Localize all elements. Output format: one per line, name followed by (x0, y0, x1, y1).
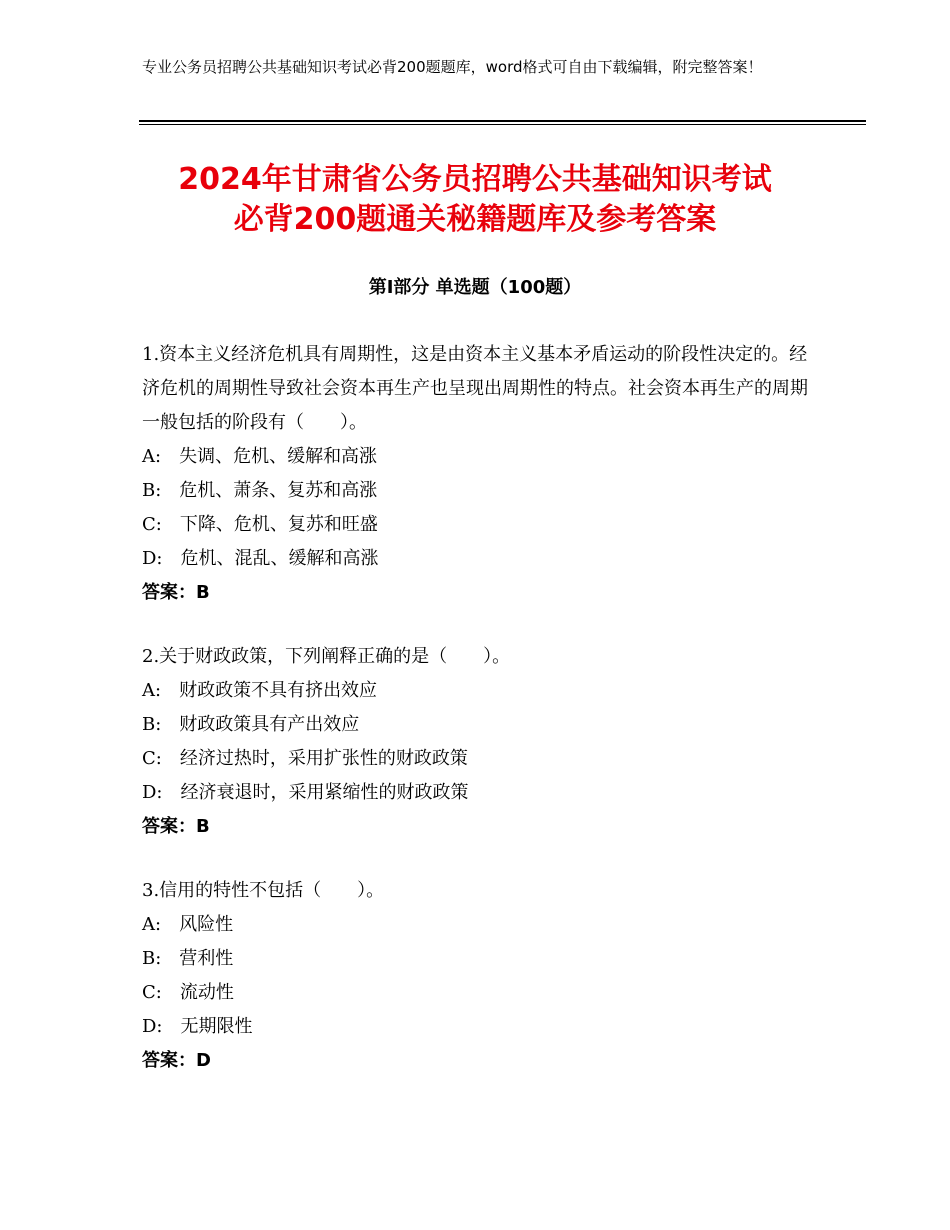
document-title-line-2: 必背200题通关秘籍题库及参考答案 (233, 202, 717, 237)
option-a: A: 财政政策不具有挤出效应 (142, 680, 378, 701)
document-title (100, 160, 850, 240)
header-rule-thin (139, 124, 866, 125)
answer: 答案：D (142, 1050, 211, 1071)
answer: 答案：B (142, 582, 210, 603)
option-a: A: 风险性 (142, 914, 234, 935)
option-b: B: 营利性 (142, 948, 234, 969)
section-title: 第Ⅰ部分 单选题（100题） (368, 277, 582, 298)
option-b: B: 危机、萧条、复苏和高涨 (142, 480, 378, 501)
header-rule-thick (139, 120, 866, 122)
question-stem: 3.信用的特性不包括（ ）。 (142, 880, 385, 901)
answer: 答案：B (142, 816, 210, 837)
option-b: B: 财政政策具有产出效应 (142, 714, 360, 735)
question-2 (142, 640, 812, 844)
option-d: D: 危机、混乱、缓解和高涨 (142, 548, 379, 569)
option-c: C: 下降、危机、复苏和旺盛 (142, 514, 378, 535)
option-d: D: 经济衰退时，采用紧缩性的财政政策 (142, 782, 469, 803)
question-stem: 1.资本主义经济危机具有周期性，这是由资本主义基本矛盾运动的阶段性决定的。经济危机的周期性导致社会资本再生产也呈现出周期性的特点。社会资本再生产的周期一般包括的阶段有（ ）。 (142, 344, 808, 433)
question-stem: 2.关于财政政策，下列阐释正确的是（ ）。 (142, 646, 511, 667)
header-note: 专业公务员招聘公共基础知识考试必背200题题库，word格式可自由下载编辑，附完整答案！ (142, 58, 763, 76)
option-c: C: 流动性 (142, 982, 234, 1003)
question-3 (142, 874, 812, 1078)
option-a: A: 失调、危机、缓解和高涨 (142, 446, 378, 467)
question-list (142, 338, 812, 1108)
option-d: D: 无期限性 (142, 1016, 253, 1037)
question-1 (142, 338, 812, 610)
document-title-line-1: 2024年甘肃省公务员招聘公共基础知识考试 (178, 162, 772, 197)
option-c: C: 经济过热时，采用扩张性的财政政策 (142, 748, 468, 769)
